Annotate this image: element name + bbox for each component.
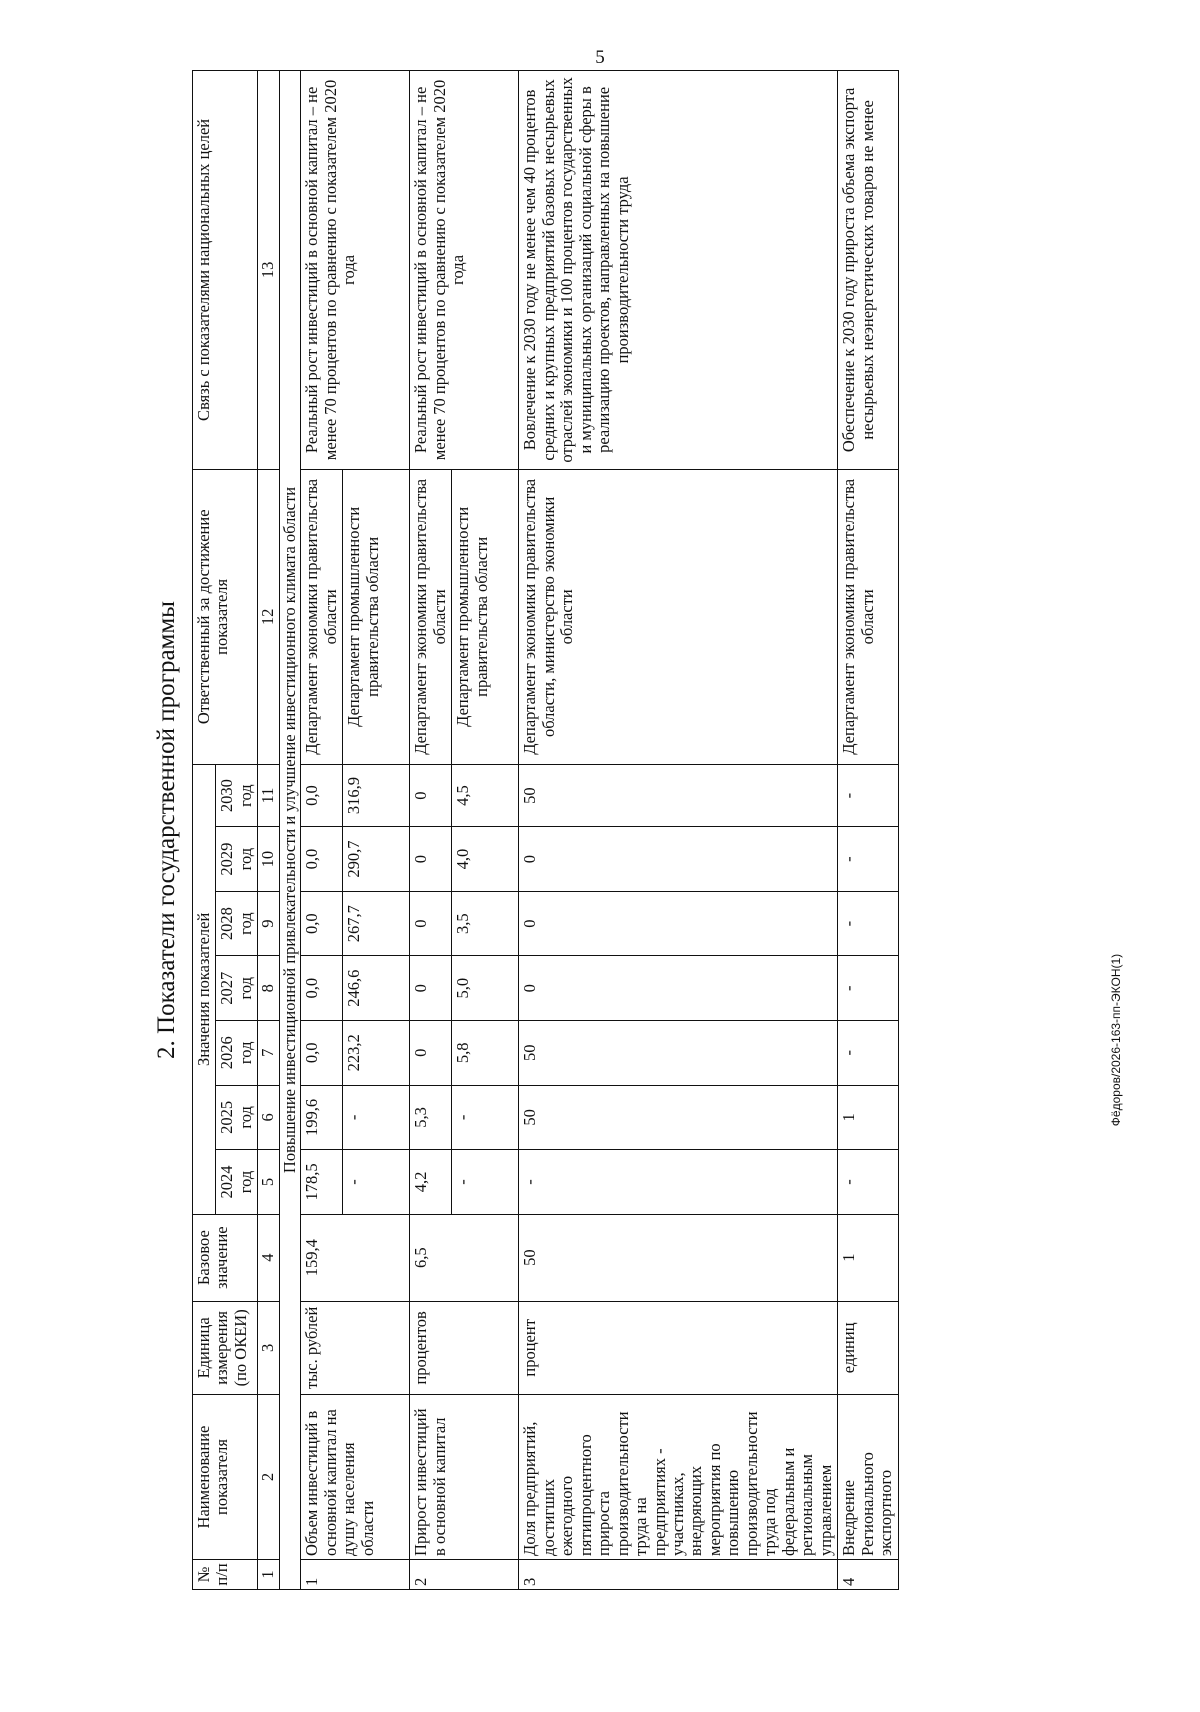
value-cell: 4,2 xyxy=(410,1150,452,1215)
indicator-name: Объем инвестиций в основной капитал на душу населения области xyxy=(301,1395,410,1560)
header-year: 2025 год xyxy=(216,1085,258,1150)
responsible-cell: Департамент экономики правительства области xyxy=(301,469,343,764)
column-number: 1 xyxy=(258,1559,279,1589)
value-cell: 4,5 xyxy=(452,764,519,826)
value-cell: 0 xyxy=(410,764,452,826)
base-value-cell: 50 xyxy=(519,1214,838,1301)
value-cell: 0 xyxy=(519,827,838,892)
value-cell: 50 xyxy=(519,764,838,826)
value-cell: 267,7 xyxy=(343,891,410,956)
column-number: 4 xyxy=(258,1214,279,1301)
rotated-page-content xyxy=(142,70,1082,1590)
value-cell: 0,0 xyxy=(301,827,343,892)
column-number: 12 xyxy=(258,469,279,764)
column-number: 11 xyxy=(258,764,279,826)
row-number: 2 xyxy=(410,1559,519,1589)
row-number: 4 xyxy=(838,1559,898,1589)
responsible-cell: Департамент экономики правительства области xyxy=(410,469,452,764)
header-year: 2027 год xyxy=(216,956,258,1021)
value-cell: - xyxy=(452,1150,519,1215)
table-row xyxy=(410,71,452,1590)
value-cell: 5,3 xyxy=(410,1085,452,1150)
responsible-cell: Департамент экономики правительства области, министерство экономики области xyxy=(519,469,838,764)
value-cell: 50 xyxy=(519,1021,838,1086)
header-year: 2024 год xyxy=(216,1150,258,1215)
value-cell: - xyxy=(343,1085,410,1150)
value-cell: 0,0 xyxy=(301,1021,343,1086)
value-cell: 0 xyxy=(410,1021,452,1086)
section-title: 2. Показатели государственной программы xyxy=(153,601,180,1059)
page-number: 5 xyxy=(595,47,605,68)
header-year: 2029 год xyxy=(216,827,258,892)
indicator-name: Внедрение Регионального экспортного xyxy=(838,1395,898,1560)
value-cell: 178,5 xyxy=(301,1150,343,1215)
national-goal-link-cell: Реальный рост инвестиций в основной капитал – не менее 70 процентов по сравнению с показателем 2020 года xyxy=(410,71,519,470)
value-cell: 290,7 xyxy=(343,827,410,892)
column-number: 9 xyxy=(258,891,279,956)
value-cell: - xyxy=(519,1150,838,1215)
unit-cell: процент xyxy=(519,1301,838,1395)
value-cell: - xyxy=(838,1150,898,1215)
header-unit: Единица измерения (по ОКЕИ) xyxy=(193,1301,258,1395)
column-numbers-row xyxy=(258,71,279,1590)
indicator-name: Прирост инвестиций в основной капитал xyxy=(410,1395,519,1560)
header-row xyxy=(193,71,216,1590)
value-cell: 0 xyxy=(410,956,452,1021)
value-cell: 5,0 xyxy=(452,956,519,1021)
base-value-cell: 1 xyxy=(838,1214,898,1301)
value-cell: - xyxy=(452,1085,519,1150)
value-cell: 199,6 xyxy=(301,1085,343,1150)
value-cell: 316,9 xyxy=(343,764,410,826)
value-cell: - xyxy=(838,891,898,956)
value-cell: 50 xyxy=(519,1085,838,1150)
value-cell: 246,6 xyxy=(343,956,410,1021)
value-cell: 0,0 xyxy=(301,956,343,1021)
header-responsible: Ответственный за достижение показателя xyxy=(193,469,258,764)
value-cell: 0,0 xyxy=(301,764,343,826)
value-cell: - xyxy=(343,1150,410,1215)
value-cell: 4,0 xyxy=(452,827,519,892)
responsible-cell: Департамент экономики правительства области xyxy=(838,469,898,764)
column-number: 2 xyxy=(258,1395,279,1560)
header-base: Базовое значение xyxy=(193,1214,258,1301)
header-year: 2026 год xyxy=(216,1021,258,1086)
column-number: 5 xyxy=(258,1150,279,1215)
value-cell: 0 xyxy=(410,891,452,956)
column-number: 10 xyxy=(258,827,279,892)
value-cell: 0 xyxy=(519,891,838,956)
table-row xyxy=(838,71,898,1590)
row-number: 3 xyxy=(519,1559,838,1589)
national-goal-link-cell: Реальный рост инвестиций в основной капитал – не менее 70 процентов по сравнению с показателем 2020 года xyxy=(301,71,410,470)
national-goal-link-cell: Обеспечение к 2030 году прироста объема экспорта несырьевых неэнергетических товаров не менее xyxy=(838,71,898,470)
column-number: 7 xyxy=(258,1021,279,1086)
unit-cell: тыс. рублей xyxy=(301,1301,410,1395)
value-cell: - xyxy=(838,1021,898,1086)
value-cell: 0,0 xyxy=(301,891,343,956)
unit-cell: единиц xyxy=(838,1301,898,1395)
column-number: 13 xyxy=(258,71,279,470)
value-cell: 0 xyxy=(519,956,838,1021)
header-link: Связь с показателями национальных целей xyxy=(193,71,258,470)
header-num: № п/п xyxy=(193,1559,258,1589)
indicator-name: Доля предприятий, достигших ежегодного пятипроцентного прироста производительности труда на предприятиях - участниках, внедряющих мероприятия по повышению производительности труда под федеральным и региональным управлением xyxy=(519,1395,838,1560)
value-cell: - xyxy=(838,827,898,892)
table-row xyxy=(519,71,838,1590)
column-number: 8 xyxy=(258,956,279,1021)
value-cell: 0 xyxy=(410,827,452,892)
responsible-cell: Департамент промышленности правительства области xyxy=(343,469,410,764)
value-cell: 5,8 xyxy=(452,1021,519,1086)
value-cell: - xyxy=(838,956,898,1021)
value-cell: - xyxy=(838,764,898,826)
header-name: Наименование показателя xyxy=(193,1395,258,1560)
responsible-cell: Департамент промышленности правительства области xyxy=(452,469,519,764)
header-year: 2030 год xyxy=(216,764,258,826)
column-number: 6 xyxy=(258,1085,279,1150)
value-cell: 3,5 xyxy=(452,891,519,956)
value-cell: 223,2 xyxy=(343,1021,410,1086)
base-value-cell: 159,4 xyxy=(301,1214,410,1301)
unit-cell: процентов xyxy=(410,1301,519,1395)
header-year: 2028 год xyxy=(216,891,258,956)
indicators-table xyxy=(192,70,899,1590)
column-number: 3 xyxy=(258,1301,279,1395)
row-number: 1 xyxy=(301,1559,410,1589)
base-value-cell: 6,5 xyxy=(410,1214,519,1301)
section-row xyxy=(279,71,300,1590)
table-row xyxy=(301,71,343,1590)
header-values-group: Значения показателей xyxy=(193,764,216,1214)
value-cell: 1 xyxy=(838,1085,898,1150)
national-goal-link-cell: Вовлечение к 2030 году не менее чем 40 процентов средних и крупных предприятий базовых несырьевых отраслей экономики и 100 процентов государственных и муниципальных организаций социальной сферы в реализацию проектов, направленных на повышение производительности труда xyxy=(519,71,838,470)
section-heading: Повышение инвестиционной привлекательности и улучшение инвестиционного климата области xyxy=(279,71,300,1590)
document-footer-code: Фёдоров/2026-163-пп-ЭКОН(1) xyxy=(1109,953,1123,1127)
